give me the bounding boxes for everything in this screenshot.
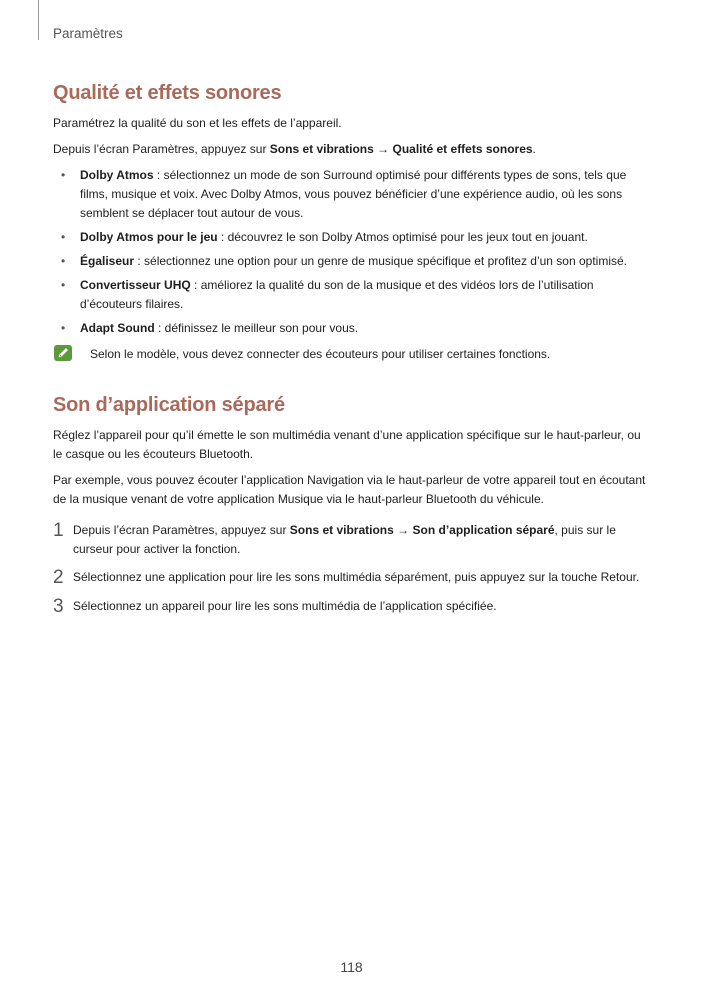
bullet-symbol: • [61, 230, 66, 244]
path-item: Son d’application séparé [412, 523, 555, 537]
step-item [53, 597, 653, 617]
running-header: Paramètres [53, 26, 123, 41]
page-content [53, 82, 653, 626]
feature-term: Dolby Atmos pour le jeu [80, 230, 218, 244]
header-rule [38, 0, 39, 40]
step-text: Sélectionnez une application pour lire les sons multimédia séparément, puis appuyez sur la touche Retour. [73, 570, 640, 584]
bullet-symbol: • [61, 168, 66, 182]
section-title: Son d’application séparé [53, 394, 285, 416]
pencil-note-icon [53, 344, 73, 362]
step-suffix: , puis sur le curseur pour activer la fonction. [73, 523, 616, 556]
feature-term: Adapt Sound [80, 321, 155, 335]
note-box [53, 344, 653, 364]
list-item [53, 228, 653, 247]
section-intro: Paramétrez la qualité du son et les effets de l’appareil. [53, 116, 342, 130]
list-item [53, 166, 653, 223]
navigation-path [53, 140, 653, 159]
step-item [53, 521, 653, 559]
bullet-symbol: • [61, 321, 66, 335]
section-intro: Réglez l’appareil pour qu’il émette le son multimédia venant d’une application spécifique sur le haut-parleur, ou le casque ou les écouteurs Bluetooth. [53, 428, 641, 461]
path-suffix: . [532, 142, 536, 156]
feature-term: Dolby Atmos [80, 168, 154, 182]
path-item: Sons et vibrations [289, 523, 394, 537]
step-item [53, 568, 653, 588]
list-item [53, 319, 653, 338]
note-text: Selon le modèle, vous devez connecter des écouteurs pour utiliser certaines fonctions. [90, 347, 551, 361]
path-arrow: → [377, 142, 390, 156]
feature-description: : sélectionnez une option pour un genre de musique spécifique et profitez d’un son optimisé. [134, 254, 628, 268]
feature-list [53, 166, 653, 338]
path-item: Sons et vibrations [269, 142, 374, 156]
bullet-symbol: • [61, 254, 66, 268]
page-number: 118 [340, 959, 363, 975]
section-separate-app-sound [53, 394, 653, 617]
feature-description: : sélectionnez un mode de son Surround optimisé pour différents types de sons, tels que films, musique et voix. Avec Dolby Atmos, vous pouvez bénéficier d’une expérience audio, où les sons semblent se déplacer tout autour de vous. [80, 168, 627, 220]
path-prefix: Depuis l’écran Paramètres, appuyez sur [53, 142, 270, 156]
feature-description: : définissez le meilleur son pour vous. [154, 321, 359, 335]
bullet-symbol: • [61, 278, 66, 292]
steps-list [53, 521, 653, 617]
step-number: 1 [53, 520, 64, 541]
section-title: Qualité et effets sonores [53, 82, 282, 104]
list-item [53, 252, 653, 271]
path-item: Qualité et effets sonores [392, 142, 533, 156]
step-number: 2 [53, 567, 64, 588]
step-text [73, 521, 653, 559]
list-item [53, 276, 653, 314]
feature-term: Convertisseur UHQ [80, 278, 191, 292]
feature-description: : améliorez la qualité du son de la musique et des vidéos lors de l’utilisation d’écouteurs filaires. [80, 278, 594, 311]
feature-term: Égaliseur [80, 254, 135, 268]
path-arrow: → [393, 523, 413, 537]
step-number: 3 [53, 596, 64, 617]
feature-description: : découvrez le son Dolby Atmos optimisé pour les jeux tout en jouant. [217, 230, 588, 244]
step-text: Sélectionnez un appareil pour lire les sons multimédia de l’application spécifiée. [73, 599, 497, 613]
section-example: Par exemple, vous pouvez écouter l’application Navigation via le haut-parleur de votre appareil tout en écoutant de la musique venant de votre application Musique via le haut-parleur Bluetooth du véhicule. [53, 473, 646, 506]
step-prefix: Depuis l’écran Paramètres, appuyez sur [73, 523, 290, 537]
